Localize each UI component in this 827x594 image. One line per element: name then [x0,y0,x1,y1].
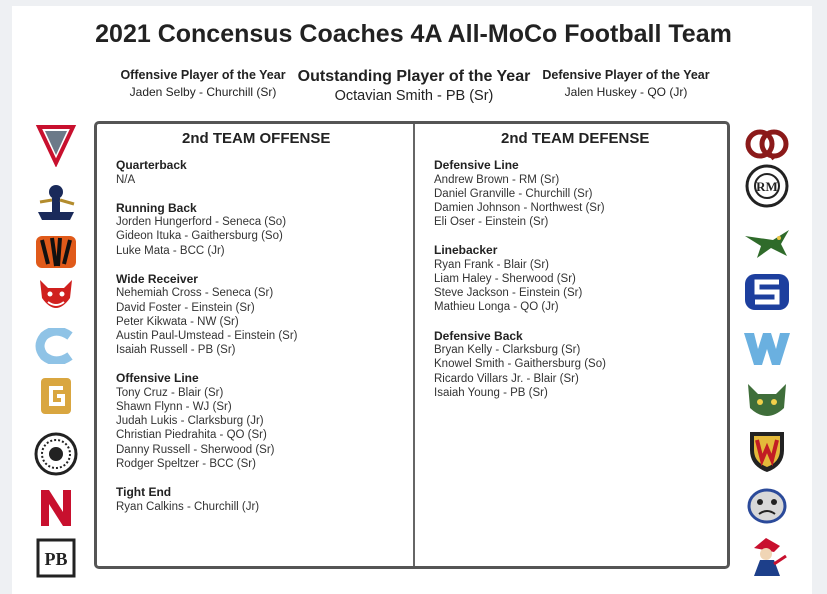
svg-text:PB: PB [44,549,68,569]
player-entry: Luke Mata - BCC (Jr) [116,244,225,257]
position-section [116,371,406,471]
position-title: Quarterback [116,158,187,172]
position-title: Linebacker [434,243,498,258]
fighting-irish-logo-icon [30,178,82,226]
player-entry: Tony Cruz - Blair (Sr) [116,386,224,399]
position-section [116,201,406,258]
position-title: Wide Receiver [116,271,198,286]
player-entry: Daniel Granville - Churchill (Sr) [434,187,593,200]
player-entry: Peter Kikwata - NW (Sr) [116,315,239,328]
player-entry: Judah Lukis - Clarksburg (Jr) [116,415,264,428]
position-title: Offensive Line [116,371,199,386]
player-entry: Mathieu Longa - QO (Jr) [434,301,559,314]
offense-heading: 2nd TEAM OFFENSE [182,130,331,147]
award-heading: Offensive Player of the Year [120,68,286,82]
player-entry: Ryan Calkins - Churchill (Jr) [116,500,260,513]
falcon-logo-icon [741,220,793,268]
player-entry: Danny Russell - Sherwood (Sr) [116,443,275,456]
position-section [116,485,406,514]
shield-w-logo-icon [741,428,793,476]
player-entry: Eli Oser - Einstein (Sr) [434,216,549,229]
vikings-w-logo-icon [741,325,793,373]
player-entry: Nehemiah Cross - Seneca (Sr) [116,287,274,300]
defense-heading: 2nd TEAM DEFENSE [501,130,650,147]
player-entry: Steve Jackson - Einstein (Sr) [434,287,583,300]
position-section [434,158,724,229]
player-entry: Bryan Kelly - Clarksburg (Sr) [434,344,581,357]
offense-sections [116,158,406,528]
award-winner: Jalen Huskey - QO (Jr) [564,85,688,99]
player-entry: Isaiah Russell - PB (Sr) [116,344,236,357]
letter-c-logo-icon [30,322,82,370]
position-section [434,329,724,400]
page-title: 2021 Concensus Coaches 4A All-MoCo Football Team [95,20,732,48]
player-entry: Ryan Frank - Blair (Sr) [434,258,550,271]
player-entry: David Foster - Einstein (Sr) [116,301,255,314]
player-entry: Ricardo Villars Jr. - Blair (Sr) [434,372,579,385]
player-entry: Damien Johnson - Northwest (Sr) [434,201,605,214]
position-section [116,158,406,187]
player-entry: Christian Piedrahita - QO (Sr) [116,429,267,442]
player-entry: Austin Paul-Umstead - Einstein (Sr) [116,329,298,342]
position-title: Defensive Line [434,158,519,172]
player-entry: N/A [116,173,136,186]
svg-text:RM: RM [756,179,778,194]
award-winner: Octavian Smith - PB (Sr) [334,88,494,104]
letter-n-logo-icon [30,484,82,532]
patriot-logo-icon [741,532,793,580]
player-entry: Isaiah Young - PB (Sr) [434,386,548,399]
player-entry: Jorden Hungerford - Seneca (So) [116,216,287,229]
defense-sections [434,158,724,414]
player-entry: Andrew Brown - RM (Sr) [434,173,560,186]
player-entry: Gideon Ituka - Gaithersburg (So) [116,230,283,243]
column-divider [413,124,415,566]
wildcat-logo-icon [741,378,793,426]
position-section [116,272,406,358]
outstanding-player-award [292,68,536,104]
defensive-player-award [540,68,712,99]
letter-g-logo-icon [30,372,82,420]
award-heading: Outstanding Player of the Year [297,68,531,85]
qo-logo-icon [741,120,793,168]
position-title: Running Back [116,200,197,215]
warriors-s-logo-icon [741,268,793,316]
bengals-stripes-logo-icon [30,228,82,276]
award-heading: Defensive Player of the Year [542,68,710,82]
seal-logo-icon [30,430,82,478]
offensive-player-award [118,68,288,99]
player-entry: Liam Haley - Sherwood (Sr) [434,273,576,286]
rm-seal-logo-icon [741,162,793,210]
bulldog-logo-icon [741,481,793,529]
position-title: Tight End [116,485,172,500]
award-winner: Jaden Selby - Churchill (Sr) [129,85,277,99]
player-entry: Knowel Smith - Gaithersburg (So) [434,358,606,371]
pb-logo-icon [30,534,82,582]
team-board [94,121,730,569]
position-title: Defensive Back [434,328,523,343]
player-entry: Shawn Flynn - WJ (Sr) [116,401,232,414]
red-devil-logo-icon [30,272,82,320]
player-entry: Rodger Speltzer - BCC (Sr) [116,457,256,470]
position-section [434,243,724,314]
titans-logo-icon [30,121,82,169]
